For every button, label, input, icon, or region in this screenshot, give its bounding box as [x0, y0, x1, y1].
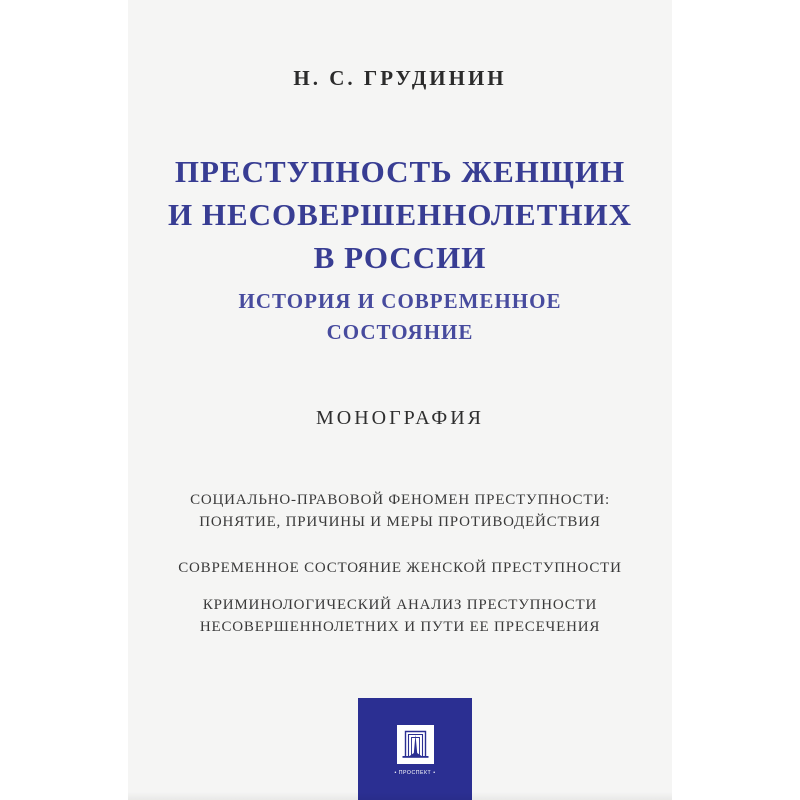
publisher-name: • ПРОСПЕКТ • — [394, 770, 436, 776]
book-subtitle-line-2: СОСТОЯНИЕ — [326, 320, 474, 344]
publisher-logo — [358, 698, 472, 800]
prospekt-emblem-icon — [397, 725, 434, 764]
book-cover — [128, 0, 672, 800]
topic-1-line-2: ПОНЯТИЕ, ПРИЧИНЫ И МЕРЫ ПРОТИВОДЕЙСТВИЯ — [199, 514, 601, 530]
topic-3-line-2: НЕСОВЕРШЕННОЛЕТНИХ И ПУТИ ЕЕ ПРЕСЕЧЕНИЯ — [199, 619, 601, 635]
book-title-line-3: В РОССИИ — [313, 240, 487, 275]
publication-type-label: МОНОГРАФИЯ — [315, 407, 484, 429]
topic-block-1 — [128, 489, 672, 533]
topic-1-line-1: СОЦИАЛЬНО-ПРАВОВОЙ ФЕНОМЕН ПРЕСТУПНОСТИ: — [190, 492, 610, 508]
book-title-line-1: ПРЕСТУПНОСТЬ ЖЕНЩИН — [174, 154, 626, 189]
book-title — [128, 150, 672, 279]
topic-3-line-1: КРИМИНОЛОГИЧЕСКИЙ АНАЛИЗ ПРЕСТУПНОСТИ — [202, 597, 598, 613]
topic-block-2 — [128, 557, 672, 579]
book-title-line-2: И НЕСОВЕРШЕННОЛЕТНИХ — [167, 197, 633, 232]
topic-2-line-1: СОВРЕМЕННОЕ СОСТОЯНИЕ ЖЕНСКОЙ ПРЕСТУПНОСТИ — [178, 560, 622, 576]
book-subtitle-line-1: ИСТОРИЯ И СОВРЕМЕННОЕ — [238, 289, 562, 313]
author-name: Н. С. ГРУДИНИН — [293, 66, 507, 90]
topic-block-3 — [128, 594, 672, 638]
book-subtitle — [128, 286, 672, 348]
